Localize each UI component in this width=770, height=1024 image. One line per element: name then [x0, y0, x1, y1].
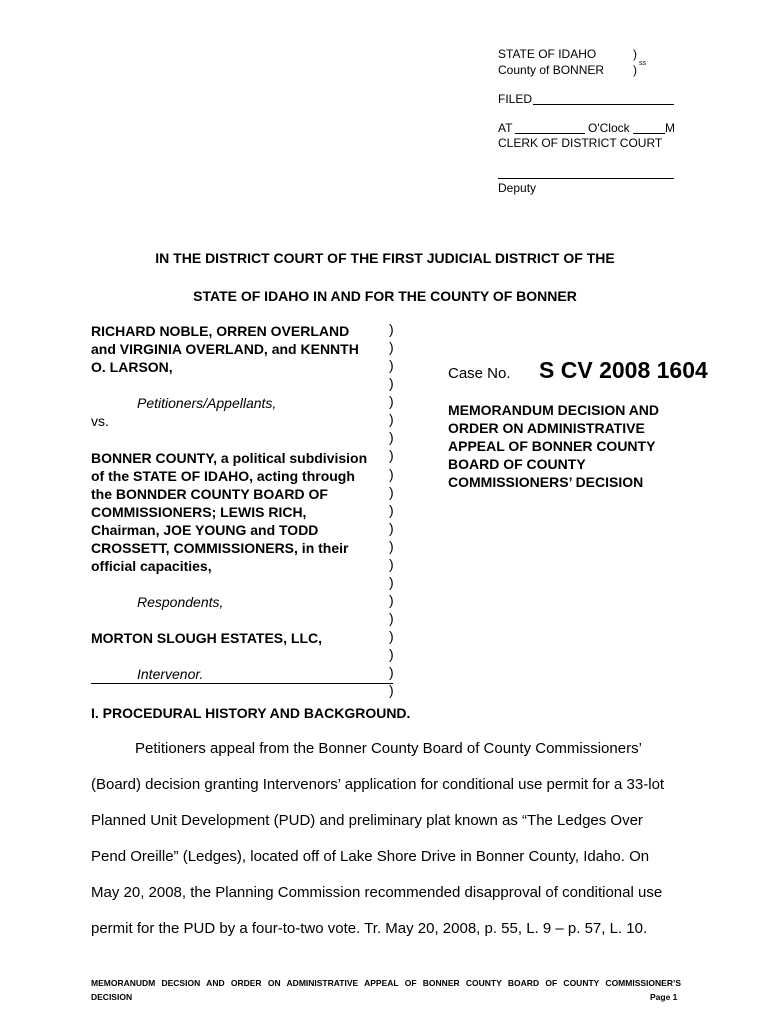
caption-paren: ) [389, 573, 394, 590]
caption-paren: ) [389, 429, 394, 446]
caption-paren: ) [389, 519, 394, 536]
respondents-role: Respondents, [137, 594, 224, 610]
respondents-line: COMMISSIONERS; LEWIS RICH, [91, 504, 307, 520]
document-title-line: ORDER ON ADMINISTRATIVE [448, 420, 645, 436]
stamp-deputy: Deputy [498, 181, 537, 195]
respondents-line: the BONNDER COUNTY BOARD OF [91, 486, 328, 502]
respondents-line: BONNER COUNTY, a political subdivision [91, 450, 368, 466]
petitioners-line: RICHARD NOBLE, ORREN OVERLAND [91, 323, 350, 339]
document-title-line: MEMORANDUM DECISION AND [448, 402, 660, 418]
caption-paren: ) [389, 375, 394, 392]
caption-paren: ) [389, 357, 394, 374]
document-title [448, 401, 659, 491]
body-line: permit for the PUD by a four-to-two vote. Tr. May 20, 2008, p. 55, L. 9 – p. 57, L. 10. [91, 920, 648, 937]
body-line: May 20, 2008, the Planning Commission recommended disapproval of conditional use [91, 884, 663, 901]
caption-paren: ) [389, 501, 394, 518]
court-heading-line1: IN THE DISTRICT COURT OF THE FIRST JUDICIAL DISTRICT OF THE [155, 250, 615, 266]
respondents-block [91, 449, 367, 575]
stamp-county: County of BONNER [498, 63, 605, 77]
filed-blank-line [533, 104, 674, 105]
stamp-state: STATE OF IDAHO [498, 47, 597, 61]
caption-paren: ) [389, 339, 394, 356]
petitioners-line: O. LARSON, [91, 359, 173, 375]
footer-title-line1: MEMORANUDM DECSION AND ORDER ON ADMINISTRATIVE APPEAL OF BONNER COUNTY BOARD OF COUNTY COMMISSIONER’S [91, 978, 681, 988]
caption-paren: ) [389, 465, 394, 482]
caption-paren: ) [389, 537, 394, 554]
deputy-signature-line [498, 178, 674, 179]
caption-paren: ) [389, 411, 394, 428]
stamp-state-paren: ) [633, 47, 637, 61]
caption-paren: ) [389, 321, 394, 337]
body-line: Planned Unit Development (PUD) and preliminary plat known as “The Ledges Over [91, 812, 643, 829]
stamp-filed: FILED [498, 92, 533, 106]
document-title-line: COMMISSIONERS’ DECISION [448, 474, 644, 490]
petitioners-block [91, 322, 359, 376]
stamp-oclock: O'Clock [588, 121, 630, 135]
intervenor-name: MORTON SLOUGH ESTATES, LLC, [91, 630, 322, 646]
body-line: Petitioners appeal from the Bonner County Board of County Commissioners’ [135, 740, 642, 757]
caption-paren: ) [389, 393, 394, 410]
caption-paren: ) [389, 628, 394, 645]
caption-paren-column [389, 320, 397, 699]
stamp-county-paren: ) [633, 63, 637, 77]
court-heading-line2: STATE OF IDAHO IN AND FOR THE COUNTY OF BONNER [193, 288, 577, 304]
case-number: S CV 2008 1604 [539, 357, 708, 383]
body-line: Pend Oreille” (Ledges), located off of Lake Shore Drive in Bonner County, Idaho. On [91, 848, 650, 865]
respondents-line: CROSSETT, COMMISSIONERS, in their [91, 540, 349, 556]
footer-page-number: Page 1 [650, 992, 678, 1002]
caption-paren: ) [389, 682, 394, 699]
stamp-clerk: CLERK OF DISTRICT COURT [498, 136, 663, 150]
caption-bottom-rule [91, 683, 393, 684]
stamp-at: AT [498, 121, 513, 135]
caption-paren: ) [389, 555, 394, 572]
caption-paren: ) [389, 483, 394, 500]
caption-paren: ) [389, 447, 394, 464]
caption-paren: ) [389, 610, 394, 626]
case-number-label: Case No. [448, 365, 511, 382]
respondents-line: official capacities, [91, 558, 212, 574]
oclock-blank-line [633, 133, 665, 134]
document-title-line: APPEAL OF BONNER COUNTY [448, 438, 656, 454]
at-blank-line [515, 133, 585, 134]
intervenor-role: Intervenor. [137, 666, 204, 682]
footer-title-line2: DECISION [91, 992, 133, 1002]
stamp-m: M [665, 121, 675, 135]
respondents-line: of the STATE OF IDAHO, acting through [91, 468, 355, 484]
stamp-ss: ss [639, 60, 646, 67]
petitioners-role: Petitioners/Appellants, [137, 395, 277, 411]
caption-paren: ) [389, 664, 394, 681]
caption-paren: ) [389, 591, 394, 608]
section-heading: I. PROCEDURAL HISTORY AND BACKGROUND. [91, 705, 411, 721]
respondents-line: Chairman, JOE YOUNG and TODD [91, 522, 319, 538]
body-line: (Board) decision granting Intervenors’ application for conditional use permit for a 33-lot [91, 776, 665, 793]
versus: vs. [91, 413, 109, 429]
document-title-line: BOARD OF COUNTY [448, 456, 586, 472]
caption-paren: ) [389, 646, 394, 663]
petitioners-line: and VIRGINIA OVERLAND, and KENNTH [91, 341, 359, 357]
